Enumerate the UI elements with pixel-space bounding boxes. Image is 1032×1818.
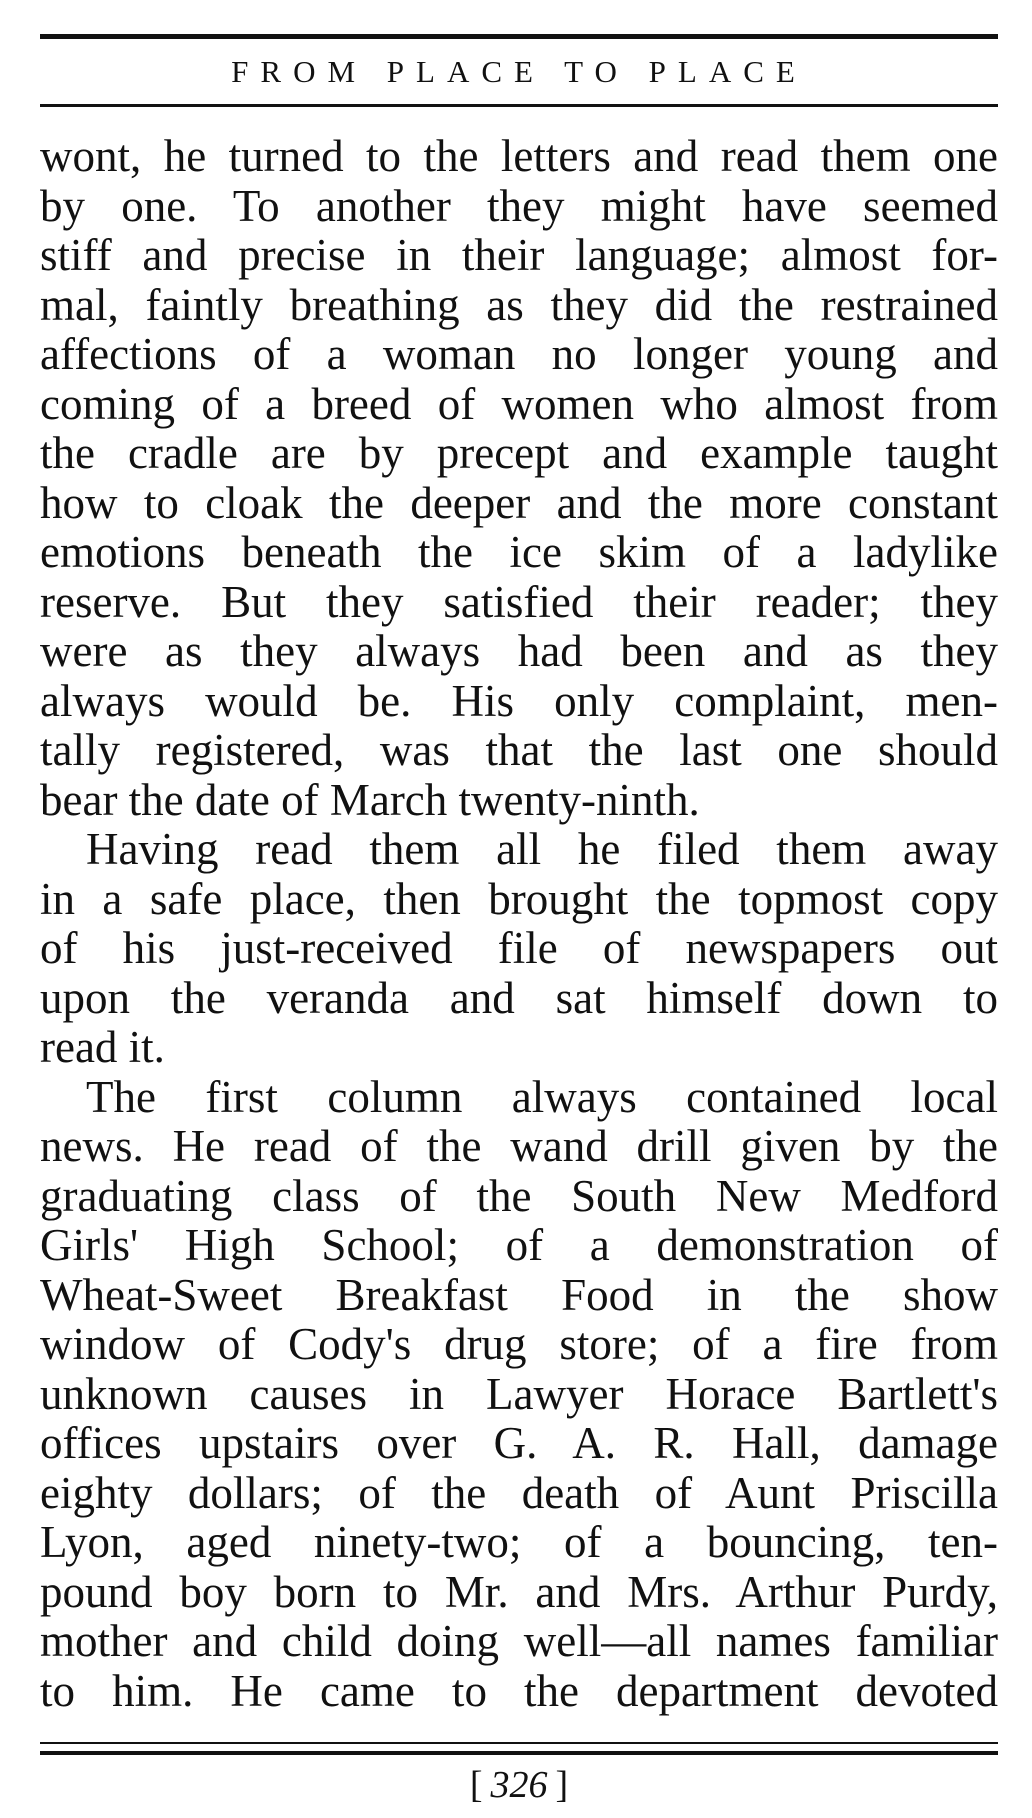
text-line: graduating class of the South New Medford bbox=[40, 1170, 998, 1221]
paragraph-2 bbox=[40, 825, 998, 1073]
text-line: reserve. But they satisfied their reader; they bbox=[40, 576, 998, 627]
text-line: upon the veranda and sat himself down to bbox=[40, 972, 998, 1023]
running-head: FROM PLACE TO PLACE bbox=[231, 54, 807, 89]
text-line: bear the date of March twenty-ninth. bbox=[40, 774, 700, 825]
text-line: Lyon, aged ninety-two; of a bouncing, ten- bbox=[40, 1517, 998, 1567]
page-number-value: 326 bbox=[490, 1764, 548, 1806]
text-line: pound boy born to Mr. and Mrs. Arthur Purdy, bbox=[40, 1566, 998, 1617]
text-line: Having read them all he filed them away bbox=[86, 824, 998, 874]
text-line: how to cloak the deeper and the more constant bbox=[40, 477, 998, 528]
text-line: Wheat-Sweet Breakfast Food in the show bbox=[40, 1269, 998, 1320]
bracket-close: ] bbox=[555, 1764, 569, 1806]
text-line: the cradle are by precept and example taught bbox=[40, 428, 998, 478]
text-line: tally registered, was that the last one should bbox=[40, 725, 998, 775]
text-line: emotions beneath the ice skim of a ladylike bbox=[40, 527, 998, 577]
body-text bbox=[40, 132, 998, 1716]
text-line: by one. To another they might have seemed bbox=[40, 180, 998, 231]
text-line: coming of a breed of women who almost from bbox=[40, 378, 998, 429]
footer-rule-thick bbox=[40, 1751, 998, 1755]
bracket-open: [ bbox=[469, 1764, 483, 1806]
text-line: in a safe place, then brought the topmost copy bbox=[40, 873, 998, 924]
text-line: eighty dollars; of the death of Aunt Priscilla bbox=[40, 1467, 998, 1518]
text-line: unknown causes in Lawyer Horace Bartlett's bbox=[40, 1368, 998, 1419]
text-line: The first column always contained local bbox=[86, 1071, 998, 1122]
paragraph-3 bbox=[40, 1073, 998, 1717]
text-line: always would be. His only complaint, men- bbox=[40, 675, 998, 726]
text-line: read it. bbox=[40, 1022, 165, 1072]
text-line: mal, faintly breathing as they did the restrained bbox=[40, 279, 998, 330]
footer-rule-thin bbox=[40, 1742, 998, 1744]
text-line: of his just-received file of newspapers out bbox=[40, 923, 998, 973]
text-line: window of Cody's drug store; of a fire from bbox=[40, 1319, 998, 1369]
text-line: offices upstairs over G. A. R. Hall, damage bbox=[40, 1418, 998, 1468]
text-line: were as they always had been and as they bbox=[40, 626, 998, 676]
header-rule-thin bbox=[40, 104, 998, 107]
text-line: stiff and precise in their language; almost for- bbox=[40, 230, 998, 280]
text-line: Girls' High School; of a demonstration of bbox=[40, 1220, 998, 1270]
paragraph-1 bbox=[40, 132, 998, 825]
text-line: to him. He came to the department devoted bbox=[40, 1665, 998, 1716]
text-line: affections of a woman no longer young and bbox=[40, 329, 998, 379]
header-rule-thick bbox=[40, 34, 998, 39]
text-line: wont, he turned to the letters and read them one bbox=[40, 131, 998, 181]
text-line: mother and child doing well—all names familiar bbox=[40, 1616, 998, 1666]
page-number bbox=[40, 1763, 998, 1807]
text-line: news. He read of the wand drill given by the bbox=[40, 1121, 998, 1171]
